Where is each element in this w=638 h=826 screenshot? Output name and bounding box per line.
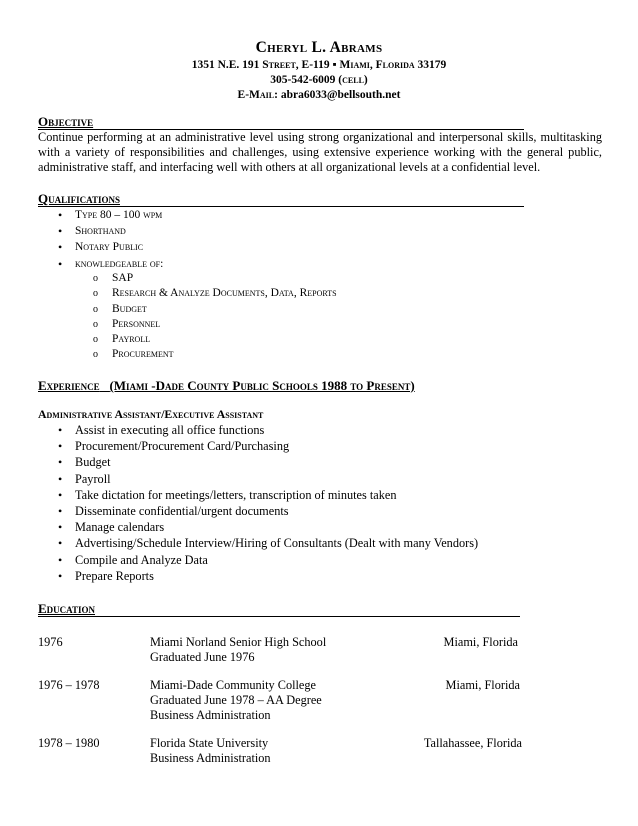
education-entry — [38, 736, 522, 768]
institution-name: Miami Norland Senior High School — [150, 635, 327, 649]
list-item: o Payroll — [93, 332, 337, 347]
institution-detail: Business Administration — [150, 751, 271, 765]
list-item: • Disseminate confidential/urgent documents — [58, 503, 478, 519]
institution-name: Miami-Dade Community College — [150, 678, 316, 692]
list-item: • Compile and Analyze Data — [58, 552, 478, 568]
qualifications-list — [58, 207, 163, 272]
education-entry — [38, 635, 522, 667]
address: 1351 N.E. 191 Street, E-119 ▪ Miami, Florida 33179 — [191, 59, 447, 71]
list-item: • Take dictation for meetings/letters, transcription of minutes taken — [58, 487, 478, 503]
list-item: • Shorthand — [58, 223, 163, 239]
email-label: E-Mail: — [237, 89, 278, 101]
education-years: 1976 — [38, 635, 63, 649]
experience-heading — [38, 378, 415, 394]
list-item: o Research & Analyze Documents, Data, Reports — [93, 286, 337, 301]
education-institution — [150, 678, 322, 723]
objective-heading: Objective — [38, 114, 524, 130]
education-heading: Education — [38, 601, 520, 617]
list-item: • Payroll — [58, 471, 478, 487]
institution-detail: Business Administration — [150, 708, 271, 722]
list-item: • Prepare Reports — [58, 568, 478, 584]
list-item: o Personnel — [93, 317, 337, 332]
experience-title: Experience — [38, 378, 100, 393]
education-location: Miami, Florida — [445, 678, 520, 692]
education-location: Miami, Florida — [443, 635, 518, 649]
list-item: • Advertising/Schedule Interview/Hiring of Consultants (Dealt with many Vendors) — [58, 535, 478, 551]
education-location: Tallahassee, Florida — [423, 736, 522, 750]
institution-name: Florida State University — [150, 736, 269, 750]
institution-detail: Graduated June 1978 – AA Degree — [150, 693, 322, 707]
education-institution — [150, 736, 271, 766]
list-item: • knowledgeable of: — [58, 256, 163, 272]
list-item: o Procurement — [93, 347, 337, 362]
email-address: abra6033@bellsouth.net — [280, 89, 401, 101]
experience-employer: (Miami -Dade County Public Schools 1988 to Present) — [109, 378, 415, 393]
education-years: 1978 – 1980 — [38, 736, 100, 750]
list-item: • Notary Public — [58, 239, 163, 255]
job-title: Administrative Assistant/Executive Assistant — [38, 407, 264, 421]
list-item: • Budget — [58, 454, 478, 470]
qualifications-heading: Qualifications — [38, 191, 524, 207]
objective-text: Continue performing at an administrative level using strong organizational and interpersonal skills, multitasking with a variety of responsibilities and challenges, using extensive experience working with the general public, administrative staff, and interfacing well with others at all organizational levels at a confidential level. — [38, 130, 602, 174]
list-item: • Manage calendars — [58, 519, 478, 535]
list-item: • Type 80 – 100 wpm — [58, 207, 163, 223]
list-item: o Budget — [93, 302, 337, 317]
education-entry — [38, 678, 522, 725]
phone: 305-542-6009 (cell) — [270, 74, 368, 86]
candidate-name: Cheryl L. Abrams — [255, 39, 383, 56]
resume-header — [0, 38, 638, 103]
education-institution — [150, 635, 326, 665]
education-years: 1976 – 1978 — [38, 678, 100, 692]
duties-list — [58, 422, 478, 584]
list-item: • Assist in executing all office functions — [58, 422, 478, 438]
knowledge-list — [93, 271, 337, 363]
list-item: o SAP — [93, 271, 337, 286]
list-item: • Procurement/Procurement Card/Purchasing — [58, 438, 478, 454]
institution-detail: Graduated June 1976 — [150, 650, 255, 664]
email-line — [0, 88, 638, 103]
